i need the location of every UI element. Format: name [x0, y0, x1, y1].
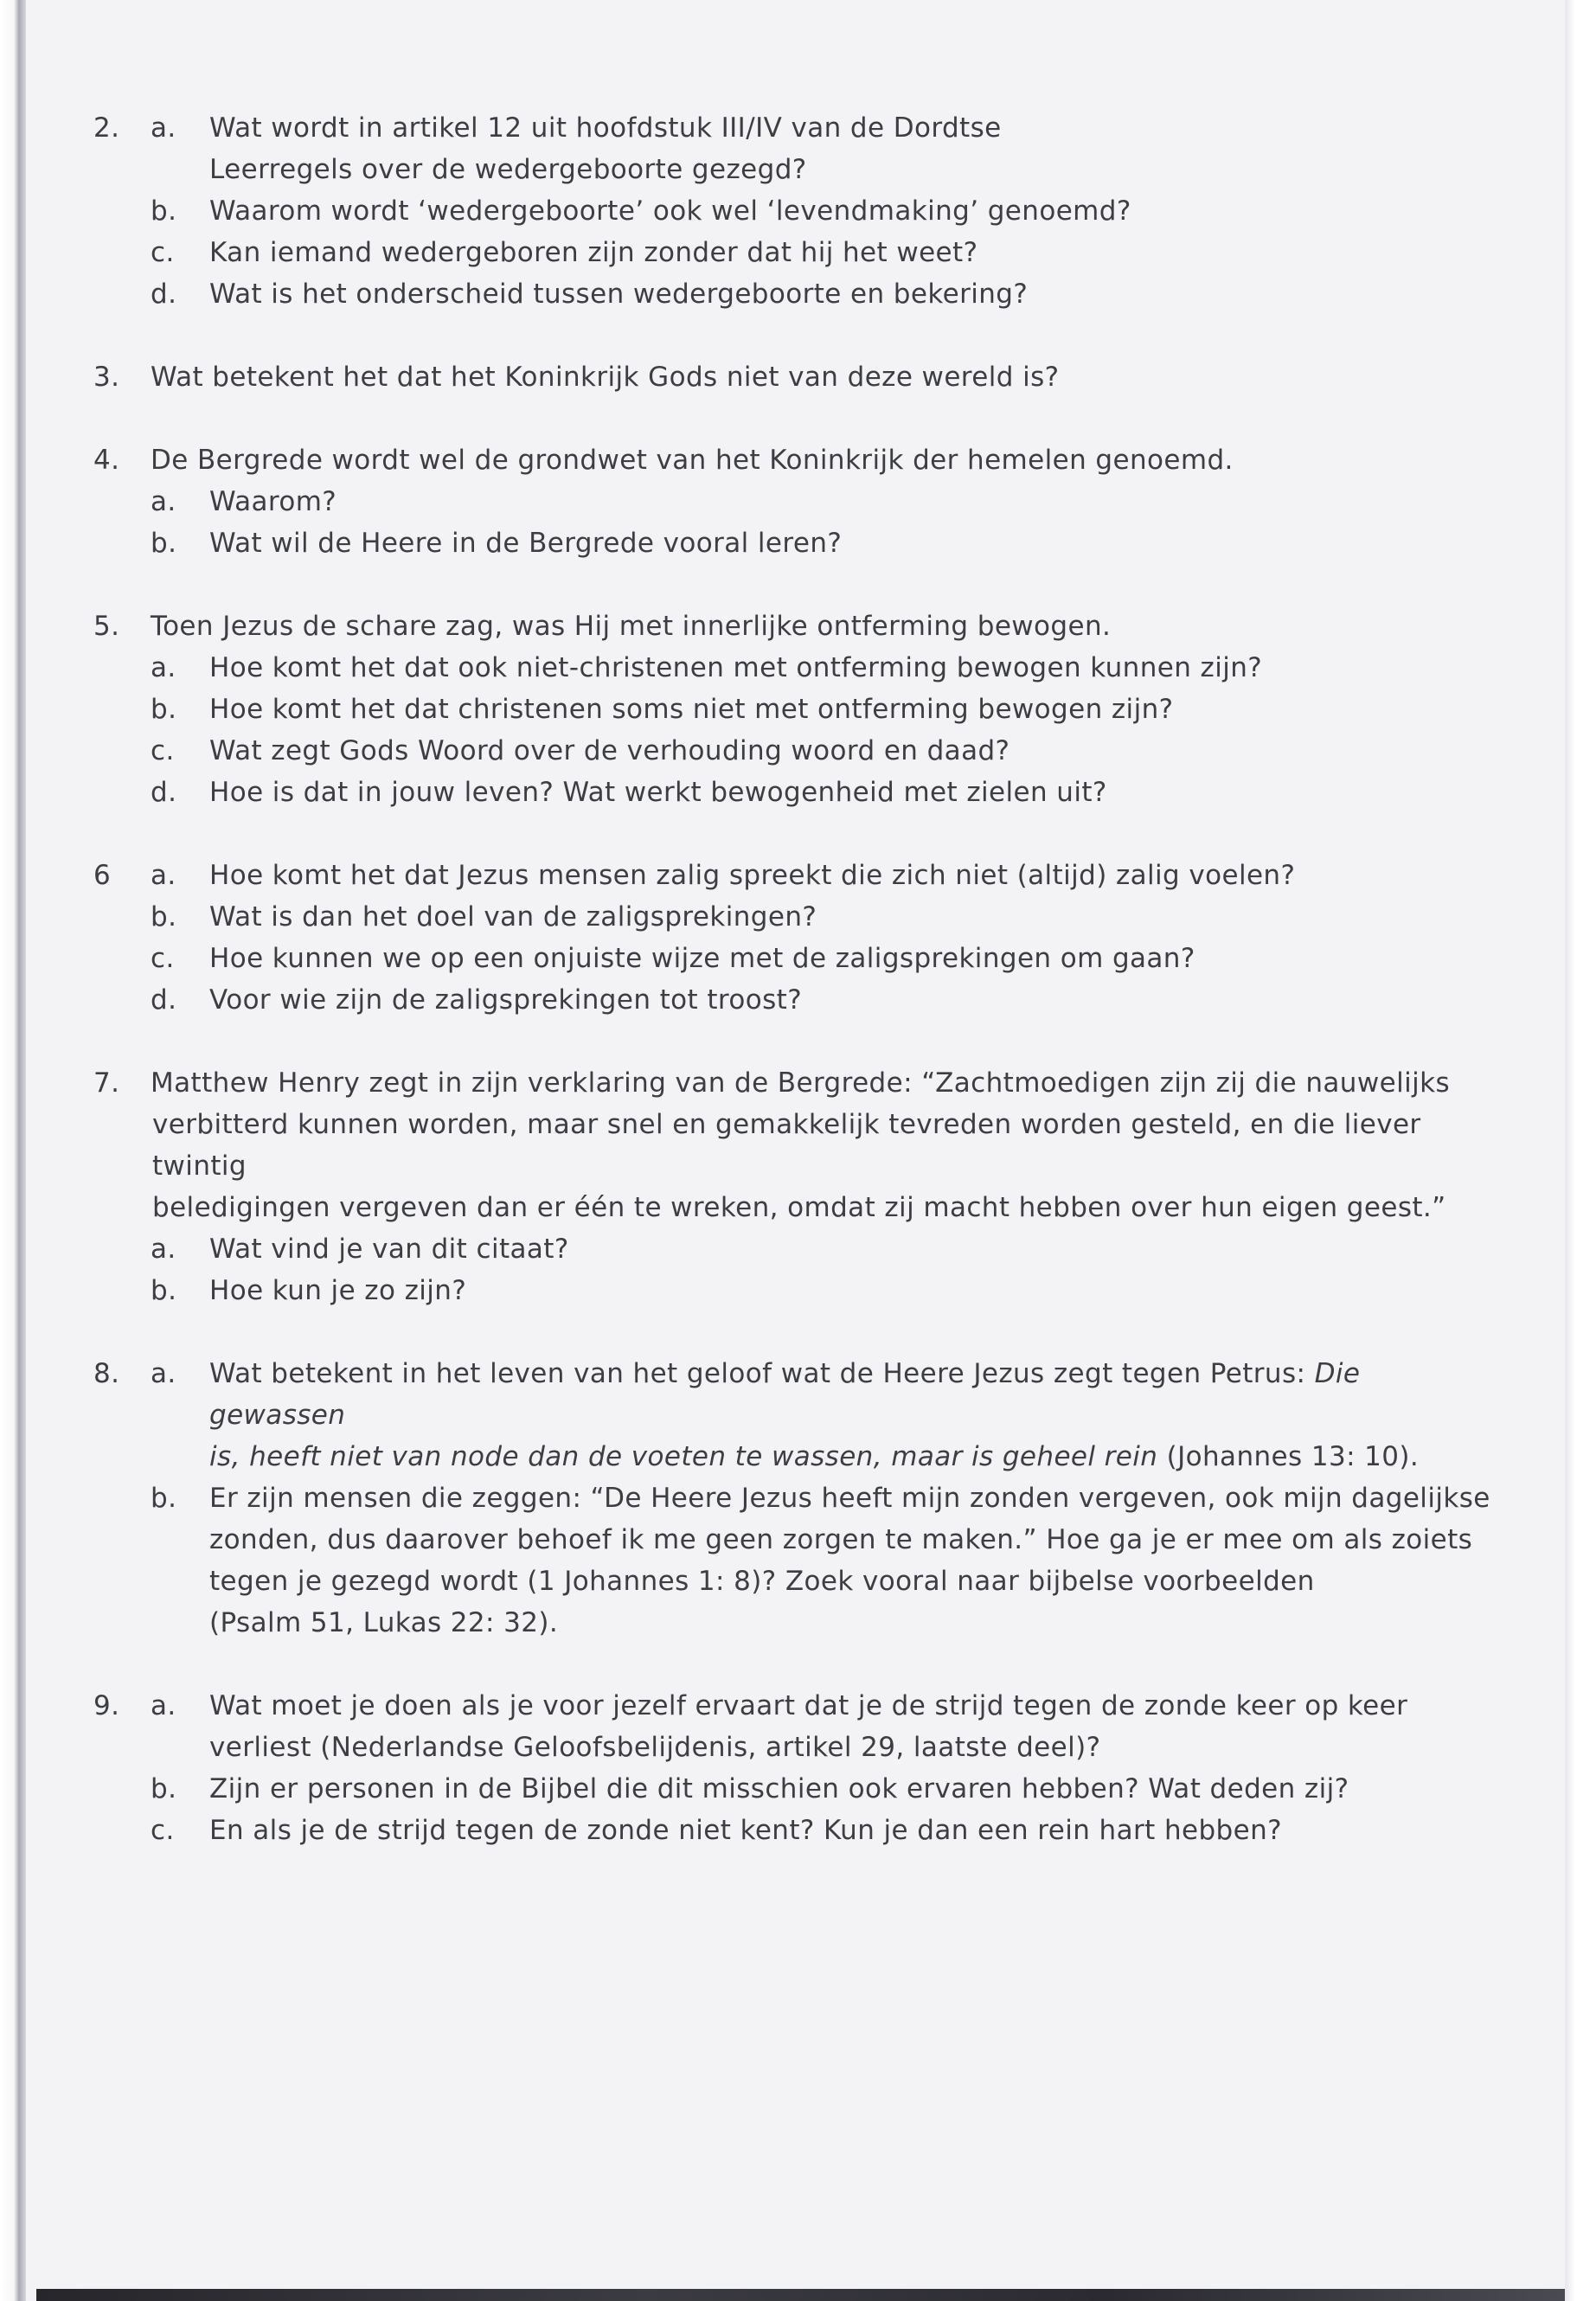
quote-italic: Die gewassen [209, 1358, 1361, 1431]
question-line [93, 1353, 1495, 1436]
sub-letter: c. [151, 735, 175, 766]
page-right-edge [1565, 0, 1596, 2301]
question-text: Voor wie zijn de zaligsprekingen tot troost? [209, 984, 803, 1016]
question-text: Kan iemand wedergeboren zijn zonder dat hij het weet? [209, 237, 978, 268]
question-list [93, 107, 1495, 1893]
question-text: Wat is dan het doel van de zaligsprekingen? [209, 901, 817, 933]
question-text: Leerregels over de wedergeboorte gezegd? [209, 154, 807, 185]
question-line [93, 1768, 1495, 1810]
question-text: Wat betekent in het leven van het geloof wat de Heere Jezus zegt tegen Petrus: Die gewassen [209, 1358, 1361, 1431]
sub-letter: d. [151, 279, 177, 310]
sub-letter: c. [151, 1815, 175, 1846]
question-text: Wat betekent het dat het Koninkrijk Gods niet van deze wereld is? [151, 362, 1060, 393]
question-text: Hoe komt het dat Jezus mensen zalig spreekt die zich niet (altijd) zalig voelen? [209, 860, 1296, 891]
question-text: Hoe kunnen we op een onjuiste wijze met de zaligsprekingen om gaan? [209, 943, 1195, 974]
question-9 [93, 1685, 1495, 1851]
question-line [93, 979, 1495, 1021]
question-text: verliest (Nederlandse Geloofsbelijdenis, artikel 29, laatste deel)? [209, 1732, 1101, 1763]
sub-letter: a. [151, 1234, 176, 1265]
sub-letter: c. [151, 237, 175, 268]
sub-letter: a. [151, 860, 176, 891]
question-line [93, 855, 1495, 896]
question-number: 2. [93, 112, 120, 144]
page-bottom-bar [36, 2289, 1565, 2301]
sub-letter: d. [151, 777, 177, 808]
question-line [93, 606, 1495, 647]
question-text: Hoe komt het dat ook niet-christenen met ontferming bewogen kunnen zijn? [209, 652, 1263, 683]
question-line [93, 938, 1495, 979]
question-line [93, 1270, 1495, 1311]
question-number: 5. [93, 611, 120, 642]
sub-letter: b. [151, 195, 177, 227]
question-text: Wat wil de Heere in de Bergrede vooral leren? [209, 528, 843, 559]
question-text: Hoe is dat in jouw leven? Wat werkt bewogenheid met zielen uit? [209, 777, 1107, 808]
sub-letter: a. [151, 1690, 176, 1721]
question-4 [93, 439, 1495, 564]
sub-letter: c. [151, 943, 175, 974]
sub-letter: a. [151, 112, 176, 144]
question-2 [93, 107, 1495, 315]
question-text: (Psalm 51, Lukas 22: 32). [209, 1607, 559, 1638]
question-line [93, 647, 1495, 689]
sub-letter: a. [151, 1358, 176, 1389]
question-text: Wat wordt in artikel 12 uit hoofdstuk III/IV van de Dordtse [209, 112, 1002, 144]
question-line [93, 273, 1495, 315]
question-text: zonden, dus daarover behoef ik me geen zorgen te maken.” Hoe ga je er mee om als zoiets [209, 1524, 1473, 1555]
question-text: En als je de strijd tegen de zonde niet kent? Kun je dan een rein hart hebben? [209, 1815, 1282, 1846]
question-text: is, heeft niet van node dan de voeten te wassen, maar is geheel rein (Johannes 13: 10). [209, 1441, 1420, 1472]
sub-letter: d. [151, 984, 177, 1016]
question-line [93, 481, 1495, 522]
question-line [93, 689, 1495, 730]
quote-italic: is, heeft niet van node dan de voeten te wassen, maar is geheel rein [209, 1441, 1158, 1472]
sub-letter: b. [151, 528, 177, 559]
question-text: tegen je gezegd wordt (1 Johannes 1: 8)? Zoek vooral naar bijbelse voorbeelden [209, 1566, 1315, 1597]
question-8 [93, 1353, 1495, 1644]
question-text: Hoe komt het dat christenen soms niet met ontferming bewogen zijn? [209, 694, 1174, 725]
question-line [93, 1062, 1495, 1104]
question-text: Wat moet je doen als je voor jezelf ervaart dat je de strijd tegen de zonde keer op keer [209, 1690, 1408, 1721]
question-line [93, 772, 1495, 813]
question-text: De Bergrede wordt wel de grondwet van het Koninkrijk der hemelen genoemd. [151, 445, 1234, 476]
question-number: 7. [93, 1067, 120, 1099]
question-number: 6 [93, 860, 112, 891]
sub-letter: b. [151, 901, 177, 933]
question-text: Hoe kun je zo zijn? [209, 1275, 467, 1306]
question-number: 3. [93, 362, 120, 393]
sub-letter: b. [151, 1275, 177, 1306]
question-line [93, 107, 1495, 149]
question-text: Er zijn mensen die zeggen: “De Heere Jezus heeft mijn zonden vergeven, ook mijn dagelijkse [209, 1483, 1490, 1514]
question-line [93, 1228, 1495, 1270]
sub-letter: b. [151, 1483, 177, 1514]
question-line [93, 1477, 1495, 1519]
question-text: Waarom? [209, 486, 337, 517]
question-line [93, 356, 1495, 398]
question-text: Zijn er personen in de Bijbel die dit misschien ook ervaren hebben? Wat deden zij? [209, 1773, 1349, 1804]
question-line [93, 232, 1495, 273]
page-left-edge [0, 0, 26, 2301]
sub-letter: b. [151, 694, 177, 725]
question-number: 8. [93, 1358, 120, 1389]
question-text: Wat vind je van dit citaat? [209, 1234, 569, 1265]
question-line [93, 439, 1495, 481]
question-text: Toen Jezus de schare zag, was Hij met innerlijke ontferming bewogen. [151, 611, 1112, 642]
question-text: Wat is het onderscheid tussen wedergeboorte en bekering? [209, 279, 1029, 310]
question-line [93, 522, 1495, 564]
question-number: 4. [93, 445, 120, 476]
question-text: Matthew Henry zegt in zijn verklaring van de Bergrede: “Zachtmoedigen zijn zij die nauwelijks [151, 1067, 1451, 1099]
question-line [93, 190, 1495, 232]
question-line [93, 896, 1495, 938]
sub-letter: a. [151, 486, 176, 517]
question-5 [93, 606, 1495, 813]
question-line [93, 730, 1495, 772]
question-number: 9. [93, 1690, 120, 1721]
sub-letter: b. [151, 1773, 177, 1804]
question-text: verbitterd kunnen worden, maar snel en gemakkelijk tevreden worden gesteld, en die liever twintig [152, 1109, 1421, 1182]
question-line [93, 1685, 1495, 1727]
question-6 [93, 855, 1495, 1021]
question-text: beledigingen vergeven dan er één te wreken, omdat zij macht hebben over hun eigen geest.” [152, 1192, 1446, 1223]
question-7 [93, 1062, 1495, 1311]
question-line [93, 1810, 1495, 1851]
sub-letter: a. [151, 652, 176, 683]
question-text: Wat zegt Gods Woord over de verhouding woord en daad? [209, 735, 1010, 766]
question-3 [93, 356, 1495, 398]
question-text: Waarom wordt ‘wedergeboorte’ ook wel ‘levendmaking’ genoemd? [209, 195, 1131, 227]
